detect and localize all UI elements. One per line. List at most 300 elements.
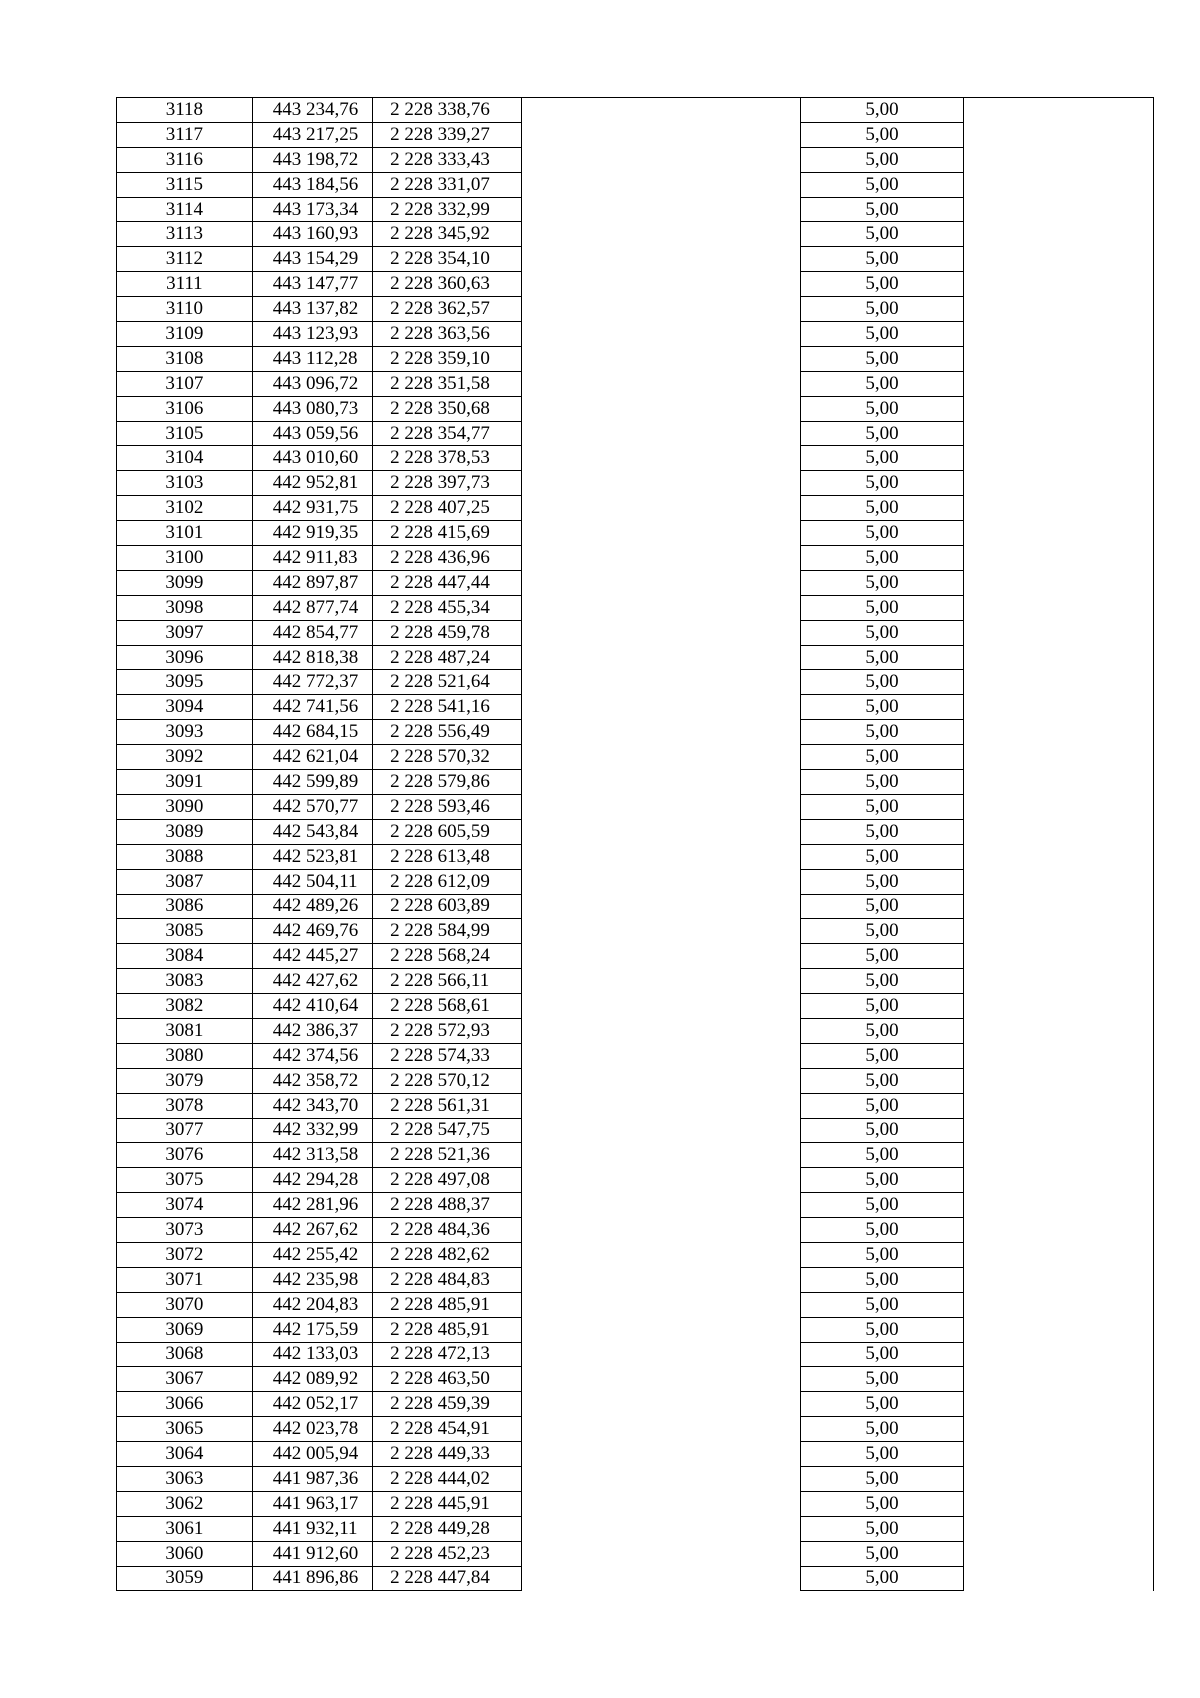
y-coordinate-cell-text: 2 228 360,63 (390, 273, 490, 295)
x-coordinate-cell-text: 443 234,76 (272, 98, 359, 120)
x-coordinate-cell (252, 570, 372, 595)
empty-cell (522, 745, 801, 770)
empty-cell (964, 197, 1154, 222)
point-number-cell: 3086 (117, 894, 253, 919)
y-coordinate-cell (373, 570, 522, 595)
empty-cell (522, 1093, 801, 1118)
y-coordinate-cell-text: 2 228 338,76 (390, 98, 490, 120)
y-coordinate-cell-text: 2 228 579,86 (390, 770, 490, 792)
x-coordinate-cell (252, 297, 372, 322)
y-coordinate-cell (373, 496, 522, 521)
empty-cell (522, 919, 801, 944)
table-row (117, 595, 1154, 620)
empty-cell (964, 1491, 1154, 1516)
x-coordinate-cell (252, 595, 372, 620)
x-coordinate-cell-text: 441 912,60 (272, 1542, 359, 1564)
y-coordinate-cell (373, 272, 522, 297)
table-row (117, 994, 1154, 1019)
point-number-cell: 3059 (117, 1566, 253, 1591)
point-number-cell: 3101 (117, 521, 253, 546)
x-coordinate-cell-text: 442 523,81 (272, 845, 359, 867)
table-row (117, 969, 1154, 994)
point-number-cell: 3091 (117, 770, 253, 795)
empty-cell (964, 869, 1154, 894)
x-coordinate-cell-text: 442 931,75 (272, 497, 359, 519)
value-cell: 5,00 (800, 1466, 963, 1491)
empty-cell (964, 620, 1154, 645)
table-row (117, 1193, 1154, 1218)
x-coordinate-cell (252, 919, 372, 944)
value-cell: 5,00 (800, 1292, 963, 1317)
x-coordinate-cell (252, 322, 372, 347)
y-coordinate-cell-text: 2 228 541,16 (390, 696, 490, 718)
x-coordinate-cell (252, 1143, 372, 1168)
value-cell: 5,00 (800, 446, 963, 471)
value-cell: 5,00 (800, 122, 963, 147)
empty-cell (522, 1367, 801, 1392)
x-coordinate-cell (252, 994, 372, 1019)
empty-cell (522, 1267, 801, 1292)
table-row (117, 1143, 1154, 1168)
empty-cell (964, 1068, 1154, 1093)
x-coordinate-cell (252, 1442, 372, 1467)
y-coordinate-cell (373, 595, 522, 620)
empty-cell (964, 471, 1154, 496)
y-coordinate-cell (373, 869, 522, 894)
empty-cell (964, 720, 1154, 745)
point-number-cell: 3118 (117, 98, 253, 123)
value-cell: 5,00 (800, 396, 963, 421)
y-coordinate-cell-text: 2 228 339,27 (390, 123, 490, 145)
y-coordinate-cell (373, 944, 522, 969)
x-coordinate-cell-text: 443 173,34 (272, 198, 359, 220)
empty-cell (964, 1168, 1154, 1193)
y-coordinate-cell-text: 2 228 561,31 (390, 1094, 490, 1116)
table-row (117, 1317, 1154, 1342)
y-coordinate-cell (373, 844, 522, 869)
point-number-cell: 3076 (117, 1143, 253, 1168)
y-coordinate-cell-text: 2 228 568,24 (390, 945, 490, 967)
y-coordinate-cell-text: 2 228 497,08 (390, 1169, 490, 1191)
x-coordinate-cell (252, 944, 372, 969)
x-coordinate-cell-text: 442 313,58 (272, 1144, 359, 1166)
x-coordinate-cell (252, 1566, 372, 1591)
empty-cell (964, 770, 1154, 795)
x-coordinate-cell-text: 442 281,96 (272, 1194, 359, 1216)
value-cell: 5,00 (800, 1267, 963, 1292)
point-number-cell: 3106 (117, 396, 253, 421)
table-row (117, 147, 1154, 172)
y-coordinate-cell-text: 2 228 415,69 (390, 522, 490, 544)
point-number-cell: 3100 (117, 546, 253, 571)
point-number-cell: 3095 (117, 670, 253, 695)
y-coordinate-cell (373, 1317, 522, 1342)
point-number-cell: 3115 (117, 172, 253, 197)
y-coordinate-cell (373, 620, 522, 645)
table-row (117, 770, 1154, 795)
empty-cell (964, 1143, 1154, 1168)
empty-cell (522, 869, 801, 894)
x-coordinate-cell (252, 770, 372, 795)
y-coordinate-cell-text: 2 228 603,89 (390, 895, 490, 917)
x-coordinate-cell-text: 442 897,87 (272, 571, 359, 593)
point-number-cell: 3071 (117, 1267, 253, 1292)
empty-cell (964, 1043, 1154, 1068)
y-coordinate-cell-text: 2 228 584,99 (390, 920, 490, 942)
y-coordinate-cell (373, 745, 522, 770)
empty-cell (964, 1541, 1154, 1566)
point-number-cell: 3073 (117, 1218, 253, 1243)
x-coordinate-cell-text: 442 332,99 (272, 1119, 359, 1141)
point-number-cell: 3105 (117, 421, 253, 446)
y-coordinate-cell-text: 2 228 487,24 (390, 646, 490, 668)
x-coordinate-cell (252, 869, 372, 894)
x-coordinate-cell-text: 442 684,15 (272, 721, 359, 743)
value-cell: 5,00 (800, 1491, 963, 1516)
x-coordinate-cell (252, 1342, 372, 1367)
empty-cell (522, 1068, 801, 1093)
table-row (117, 894, 1154, 919)
x-coordinate-cell (252, 1118, 372, 1143)
table-row (117, 247, 1154, 272)
y-coordinate-cell-text: 2 228 407,25 (390, 497, 490, 519)
y-coordinate-cell-text: 2 228 363,56 (390, 322, 490, 344)
empty-cell (522, 371, 801, 396)
y-coordinate-cell (373, 1118, 522, 1143)
empty-cell (522, 122, 801, 147)
y-coordinate-cell (373, 521, 522, 546)
x-coordinate-cell (252, 496, 372, 521)
table-row (117, 570, 1154, 595)
table-row (117, 794, 1154, 819)
empty-cell (522, 1417, 801, 1442)
point-number-cell: 3069 (117, 1317, 253, 1342)
point-number-cell: 3083 (117, 969, 253, 994)
empty-cell (522, 1392, 801, 1417)
y-coordinate-cell (373, 1417, 522, 1442)
x-coordinate-cell (252, 1018, 372, 1043)
x-coordinate-cell-text: 441 963,17 (272, 1492, 359, 1514)
empty-cell (964, 944, 1154, 969)
x-coordinate-cell-text: 443 080,73 (272, 397, 359, 419)
x-coordinate-cell-text: 442 772,37 (272, 671, 359, 693)
y-coordinate-cell (373, 670, 522, 695)
point-number-cell: 3109 (117, 322, 253, 347)
empty-cell (522, 272, 801, 297)
value-cell: 5,00 (800, 222, 963, 247)
value-cell: 5,00 (800, 819, 963, 844)
value-cell: 5,00 (800, 994, 963, 1019)
x-coordinate-cell (252, 546, 372, 571)
y-coordinate-cell-text: 2 228 455,34 (390, 596, 490, 618)
x-coordinate-cell (252, 969, 372, 994)
y-coordinate-cell-text: 2 228 484,36 (390, 1219, 490, 1241)
empty-cell (522, 645, 801, 670)
empty-cell (522, 620, 801, 645)
y-coordinate-cell-text: 2 228 570,12 (390, 1069, 490, 1091)
empty-cell (522, 197, 801, 222)
x-coordinate-cell (252, 1292, 372, 1317)
y-coordinate-cell (373, 247, 522, 272)
value-cell: 5,00 (800, 1442, 963, 1467)
x-coordinate-cell-text: 442 570,77 (272, 795, 359, 817)
x-coordinate-cell (252, 147, 372, 172)
empty-cell (964, 1317, 1154, 1342)
empty-cell (522, 1193, 801, 1218)
x-coordinate-cell-text: 442 294,28 (272, 1169, 359, 1191)
point-number-cell: 3088 (117, 844, 253, 869)
value-cell: 5,00 (800, 521, 963, 546)
y-coordinate-cell (373, 1143, 522, 1168)
table-row (117, 1367, 1154, 1392)
y-coordinate-cell (373, 446, 522, 471)
value-cell: 5,00 (800, 595, 963, 620)
x-coordinate-cell (252, 894, 372, 919)
point-number-cell: 3075 (117, 1168, 253, 1193)
x-coordinate-cell (252, 272, 372, 297)
y-coordinate-cell (373, 197, 522, 222)
table-row (117, 819, 1154, 844)
y-coordinate-cell (373, 919, 522, 944)
x-coordinate-cell (252, 720, 372, 745)
point-number-cell: 3077 (117, 1118, 253, 1143)
point-number-cell: 3096 (117, 645, 253, 670)
table-row (117, 272, 1154, 297)
y-coordinate-cell (373, 546, 522, 571)
y-coordinate-cell (373, 471, 522, 496)
empty-cell (522, 1491, 801, 1516)
value-cell: 5,00 (800, 247, 963, 272)
value-cell: 5,00 (800, 794, 963, 819)
value-cell: 5,00 (800, 1118, 963, 1143)
y-coordinate-cell (373, 1442, 522, 1467)
x-coordinate-cell-text: 442 504,11 (272, 870, 358, 892)
empty-cell (964, 1516, 1154, 1541)
x-coordinate-cell-text: 442 358,72 (272, 1069, 359, 1091)
empty-cell (964, 595, 1154, 620)
y-coordinate-cell (373, 1516, 522, 1541)
empty-cell (522, 1466, 801, 1491)
table-row (117, 471, 1154, 496)
y-coordinate-cell-text: 2 228 362,57 (390, 298, 490, 320)
value-cell: 5,00 (800, 322, 963, 347)
y-coordinate-cell (373, 994, 522, 1019)
x-coordinate-cell (252, 620, 372, 645)
x-coordinate-cell (252, 446, 372, 471)
y-coordinate-cell (373, 122, 522, 147)
y-coordinate-cell-text: 2 228 449,28 (390, 1517, 490, 1539)
empty-cell (964, 322, 1154, 347)
point-number-cell: 3103 (117, 471, 253, 496)
table-row (117, 1516, 1154, 1541)
x-coordinate-cell (252, 1218, 372, 1243)
x-coordinate-cell (252, 172, 372, 197)
value-cell: 5,00 (800, 471, 963, 496)
y-coordinate-cell-text: 2 228 556,49 (390, 721, 490, 743)
value-cell: 5,00 (800, 197, 963, 222)
x-coordinate-cell-text: 442 741,56 (272, 696, 359, 718)
y-coordinate-cell-text: 2 228 354,77 (390, 422, 490, 444)
value-cell: 5,00 (800, 1566, 963, 1591)
empty-cell (964, 98, 1154, 123)
empty-cell (522, 346, 801, 371)
empty-cell (522, 247, 801, 272)
y-coordinate-cell-text: 2 228 378,53 (390, 447, 490, 469)
empty-cell (522, 1516, 801, 1541)
table-row (117, 869, 1154, 894)
y-coordinate-cell-text: 2 228 566,11 (390, 970, 490, 992)
y-coordinate-cell (373, 770, 522, 795)
table-row (117, 546, 1154, 571)
table-row (117, 222, 1154, 247)
empty-cell (964, 247, 1154, 272)
empty-cell (522, 396, 801, 421)
y-coordinate-cell (373, 645, 522, 670)
point-number-cell: 3102 (117, 496, 253, 521)
x-coordinate-cell-text: 443 217,25 (272, 123, 359, 145)
x-coordinate-cell (252, 695, 372, 720)
empty-cell (964, 1367, 1154, 1392)
x-coordinate-cell (252, 98, 372, 123)
y-coordinate-cell (373, 147, 522, 172)
table-row (117, 1168, 1154, 1193)
y-coordinate-cell-text: 2 228 447,84 (390, 1567, 490, 1589)
y-coordinate-cell-text: 2 228 605,59 (390, 820, 490, 842)
empty-cell (522, 322, 801, 347)
x-coordinate-cell (252, 197, 372, 222)
table-row (117, 844, 1154, 869)
value-cell: 5,00 (800, 894, 963, 919)
x-coordinate-cell (252, 421, 372, 446)
y-coordinate-cell-text: 2 228 332,99 (390, 198, 490, 220)
x-coordinate-cell (252, 645, 372, 670)
x-coordinate-cell-text: 442 489,26 (272, 895, 359, 917)
empty-cell (964, 1342, 1154, 1367)
value-cell: 5,00 (800, 1068, 963, 1093)
empty-cell (522, 1043, 801, 1068)
point-number-cell: 3067 (117, 1367, 253, 1392)
y-coordinate-cell (373, 1367, 522, 1392)
y-coordinate-cell-text: 2 228 472,13 (390, 1343, 490, 1365)
empty-cell (522, 1541, 801, 1566)
empty-cell (964, 446, 1154, 471)
empty-cell (964, 122, 1154, 147)
y-coordinate-cell-text: 2 228 521,36 (390, 1144, 490, 1166)
empty-cell (964, 844, 1154, 869)
empty-cell (522, 794, 801, 819)
empty-cell (522, 1218, 801, 1243)
empty-cell (964, 919, 1154, 944)
table-row (117, 122, 1154, 147)
point-number-cell: 3063 (117, 1466, 253, 1491)
empty-cell (964, 1466, 1154, 1491)
value-cell: 5,00 (800, 745, 963, 770)
point-number-cell: 3065 (117, 1417, 253, 1442)
x-coordinate-cell-text: 442 854,77 (272, 621, 359, 643)
empty-cell (522, 446, 801, 471)
y-coordinate-cell (373, 1018, 522, 1043)
x-coordinate-cell (252, 794, 372, 819)
table-row (117, 620, 1154, 645)
empty-cell (522, 819, 801, 844)
x-coordinate-cell-text: 443 137,82 (272, 298, 359, 320)
empty-cell (522, 1566, 801, 1591)
x-coordinate-cell (252, 1242, 372, 1267)
y-coordinate-cell-text: 2 228 454,91 (390, 1418, 490, 1440)
x-coordinate-cell-text: 443 147,77 (272, 273, 359, 295)
value-cell: 5,00 (800, 1218, 963, 1243)
x-coordinate-cell-text: 442 919,35 (272, 522, 359, 544)
x-coordinate-cell (252, 247, 372, 272)
empty-cell (964, 1018, 1154, 1043)
y-coordinate-cell (373, 1466, 522, 1491)
empty-cell (522, 670, 801, 695)
x-coordinate-cell-text: 441 896,86 (272, 1567, 359, 1589)
x-coordinate-cell-text: 442 089,92 (272, 1368, 359, 1390)
y-coordinate-cell-text: 2 228 572,93 (390, 1019, 490, 1041)
y-coordinate-cell-text: 2 228 459,78 (390, 621, 490, 643)
y-coordinate-cell (373, 1491, 522, 1516)
x-coordinate-cell-text: 443 198,72 (272, 148, 359, 170)
table-row (117, 1118, 1154, 1143)
y-coordinate-cell (373, 172, 522, 197)
table-row (117, 1417, 1154, 1442)
empty-cell (522, 1442, 801, 1467)
value-cell: 5,00 (800, 770, 963, 795)
value-cell: 5,00 (800, 371, 963, 396)
empty-cell (522, 1018, 801, 1043)
empty-cell (964, 346, 1154, 371)
empty-cell (964, 496, 1154, 521)
point-number-cell: 3112 (117, 247, 253, 272)
empty-cell (964, 670, 1154, 695)
point-number-cell: 3092 (117, 745, 253, 770)
table-row (117, 371, 1154, 396)
value-cell: 5,00 (800, 944, 963, 969)
value-cell: 5,00 (800, 297, 963, 322)
point-number-cell: 3060 (117, 1541, 253, 1566)
point-number-cell: 3070 (117, 1292, 253, 1317)
empty-cell (522, 844, 801, 869)
point-number-cell: 3097 (117, 620, 253, 645)
x-coordinate-cell (252, 844, 372, 869)
y-coordinate-cell-text: 2 228 351,58 (390, 372, 490, 394)
value-cell: 5,00 (800, 1516, 963, 1541)
y-coordinate-cell (373, 421, 522, 446)
empty-cell (522, 770, 801, 795)
y-coordinate-cell (373, 346, 522, 371)
point-number-cell: 3072 (117, 1242, 253, 1267)
point-number-cell: 3084 (117, 944, 253, 969)
value-cell: 5,00 (800, 1043, 963, 1068)
empty-cell (964, 1292, 1154, 1317)
empty-cell (964, 272, 1154, 297)
x-coordinate-cell (252, 1043, 372, 1068)
y-coordinate-cell (373, 720, 522, 745)
table-row (117, 1392, 1154, 1417)
value-cell: 5,00 (800, 1367, 963, 1392)
value-cell: 5,00 (800, 98, 963, 123)
table-row (117, 645, 1154, 670)
x-coordinate-cell-text: 442 204,83 (272, 1293, 359, 1315)
value-cell: 5,00 (800, 1541, 963, 1566)
point-number-cell: 3116 (117, 147, 253, 172)
x-coordinate-cell (252, 1093, 372, 1118)
x-coordinate-cell-text: 443 010,60 (272, 447, 359, 469)
value-cell: 5,00 (800, 496, 963, 521)
x-coordinate-cell-text: 442 005,94 (272, 1443, 359, 1465)
x-coordinate-cell (252, 1516, 372, 1541)
